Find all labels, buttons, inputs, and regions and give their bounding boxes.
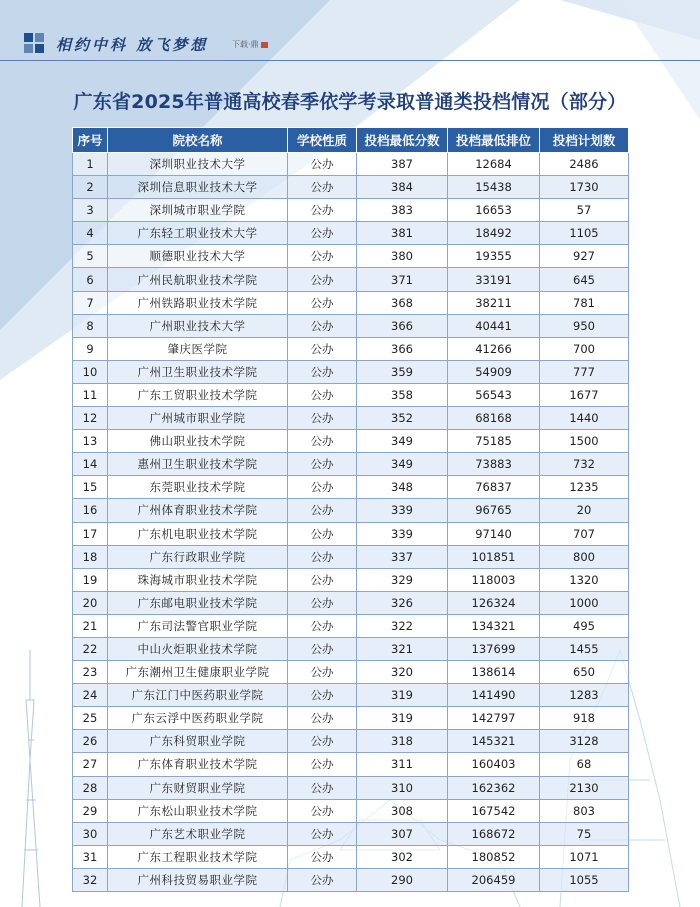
cell-plan-count: 650	[540, 661, 629, 684]
cell-plan-count: 1320	[540, 568, 629, 591]
cell-index: 28	[73, 776, 108, 799]
cell-school-type: 公办	[288, 268, 357, 291]
cell-min-rank: 126324	[448, 591, 540, 614]
cell-min-rank: 101851	[448, 545, 540, 568]
cell-school-type: 公办	[288, 453, 357, 476]
cell-school-name: 广东江门中医药职业学院	[108, 684, 288, 707]
cell-school-name: 广东工贸职业技术学院	[108, 383, 288, 406]
column-header-index: 序号	[73, 128, 108, 153]
cell-school-name: 广州体育职业技术学院	[108, 499, 288, 522]
cell-index: 21	[73, 614, 108, 637]
cell-school-type: 公办	[288, 591, 357, 614]
cell-school-name: 广州科技贸易职业学院	[108, 868, 288, 891]
table-row	[73, 545, 629, 568]
cell-min-rank: 96765	[448, 499, 540, 522]
table-row	[73, 499, 629, 522]
table-row	[73, 845, 629, 868]
cell-min-rank: 12684	[448, 153, 540, 176]
cell-plan-count: 800	[540, 545, 629, 568]
cell-min-score: 318	[357, 730, 448, 753]
cell-plan-count: 2486	[540, 153, 629, 176]
cell-school-type: 公办	[288, 568, 357, 591]
table-row	[73, 799, 629, 822]
cell-plan-count: 645	[540, 268, 629, 291]
cell-school-name: 东莞职业技术学院	[108, 476, 288, 499]
cell-school-type: 公办	[288, 337, 357, 360]
cell-index: 22	[73, 637, 108, 660]
cell-school-type: 公办	[288, 799, 357, 822]
cell-plan-count: 495	[540, 614, 629, 637]
cell-index: 24	[73, 684, 108, 707]
cell-school-name: 广东财贸职业学院	[108, 776, 288, 799]
cell-min-rank: 41266	[448, 337, 540, 360]
cell-min-rank: 33191	[448, 268, 540, 291]
cell-school-name: 广东体育职业技术学院	[108, 753, 288, 776]
cell-index: 18	[73, 545, 108, 568]
cell-min-rank: 168672	[448, 822, 540, 845]
cell-school-name: 广东工程职业技术学院	[108, 845, 288, 868]
cell-index: 31	[73, 845, 108, 868]
cell-min-score: 381	[357, 222, 448, 245]
cell-index: 8	[73, 314, 108, 337]
cell-min-rank: 97140	[448, 522, 540, 545]
cell-index: 19	[73, 568, 108, 591]
cell-min-rank: 76837	[448, 476, 540, 499]
cell-plan-count: 2130	[540, 776, 629, 799]
cell-min-score: 290	[357, 868, 448, 891]
cell-min-score: 320	[357, 661, 448, 684]
cell-plan-count: 3128	[540, 730, 629, 753]
cell-school-name: 广东云浮中医药职业学院	[108, 707, 288, 730]
cell-index: 32	[73, 868, 108, 891]
cell-plan-count: 68	[540, 753, 629, 776]
cell-min-score: 311	[357, 753, 448, 776]
column-header-type: 学校性质	[288, 128, 357, 153]
cell-min-score: 308	[357, 799, 448, 822]
table-row	[73, 383, 629, 406]
tower-sketch	[22, 650, 40, 907]
cell-min-rank: 118003	[448, 568, 540, 591]
table-row	[73, 568, 629, 591]
cell-index: 1	[73, 153, 108, 176]
table-row	[73, 730, 629, 753]
column-header-plan: 投档计划数	[540, 128, 629, 153]
header-bar	[0, 30, 700, 64]
cell-min-rank: 167542	[448, 799, 540, 822]
cell-plan-count: 1000	[540, 591, 629, 614]
cell-school-name: 深圳城市职业学院	[108, 199, 288, 222]
cell-school-type: 公办	[288, 176, 357, 199]
table-row	[73, 199, 629, 222]
stamp-text: 下载·鼎	[232, 40, 259, 49]
table-row	[73, 707, 629, 730]
cell-school-type: 公办	[288, 222, 357, 245]
cell-school-name: 广州卫生职业技术学院	[108, 360, 288, 383]
table-row	[73, 591, 629, 614]
cell-school-name: 广东轻工职业技术大学	[108, 222, 288, 245]
cell-school-name: 中山火炬职业技术学院	[108, 637, 288, 660]
table-row	[73, 407, 629, 430]
cell-index: 14	[73, 453, 108, 476]
cell-school-name: 广东松山职业技术学院	[108, 799, 288, 822]
cell-school-type: 公办	[288, 684, 357, 707]
cell-index: 6	[73, 268, 108, 291]
cell-school-type: 公办	[288, 614, 357, 637]
cell-min-rank: 142797	[448, 707, 540, 730]
cell-plan-count: 1455	[540, 637, 629, 660]
table-row	[73, 291, 629, 314]
cell-plan-count: 950	[540, 314, 629, 337]
cell-plan-count: 1730	[540, 176, 629, 199]
table-row	[73, 176, 629, 199]
cell-index: 30	[73, 822, 108, 845]
cell-index: 23	[73, 661, 108, 684]
cell-school-name: 惠州卫生职业技术学院	[108, 453, 288, 476]
table-row	[73, 868, 629, 891]
cell-min-score: 380	[357, 245, 448, 268]
cell-school-name: 深圳信息职业技术大学	[108, 176, 288, 199]
cell-min-rank: 38211	[448, 291, 540, 314]
cell-min-rank: 75185	[448, 430, 540, 453]
cell-min-rank: 40441	[448, 314, 540, 337]
cell-min-rank: 68168	[448, 407, 540, 430]
cell-min-score: 387	[357, 153, 448, 176]
cell-min-rank: 73883	[448, 453, 540, 476]
cell-plan-count: 1105	[540, 222, 629, 245]
cell-min-rank: 137699	[448, 637, 540, 660]
cell-school-name: 广州铁路职业技术学院	[108, 291, 288, 314]
cell-index: 4	[73, 222, 108, 245]
cell-min-rank: 160403	[448, 753, 540, 776]
slogan: 相约中科 放飞梦想	[56, 36, 209, 54]
cell-index: 17	[73, 522, 108, 545]
cell-school-type: 公办	[288, 407, 357, 430]
cell-plan-count: 1440	[540, 407, 629, 430]
cell-school-type: 公办	[288, 153, 357, 176]
table-row	[73, 661, 629, 684]
cell-school-type: 公办	[288, 776, 357, 799]
table-row	[73, 476, 629, 499]
cell-school-name: 肇庆医学院	[108, 337, 288, 360]
cell-plan-count: 1235	[540, 476, 629, 499]
table-row	[73, 314, 629, 337]
cell-school-type: 公办	[288, 730, 357, 753]
cell-min-score: 321	[357, 637, 448, 660]
table-row	[73, 430, 629, 453]
cell-min-rank: 162362	[448, 776, 540, 799]
page-title: 广东省2025年普通高校春季依学考录取普通类投档情况（部分）	[73, 91, 627, 113]
column-header-min-rank: 投档最低排位	[448, 128, 540, 153]
cell-school-type: 公办	[288, 637, 357, 660]
stamp	[232, 39, 268, 50]
header-divider	[0, 60, 700, 61]
cell-school-name: 广州职业技术大学	[108, 314, 288, 337]
cell-min-rank: 19355	[448, 245, 540, 268]
cell-school-name: 广东邮电职业技术学院	[108, 591, 288, 614]
cell-min-rank: 134321	[448, 614, 540, 637]
cell-index: 16	[73, 499, 108, 522]
cell-school-name: 珠海城市职业技术学院	[108, 568, 288, 591]
table-row	[73, 822, 629, 845]
cell-min-score: 358	[357, 383, 448, 406]
cell-school-name: 广东艺术职业学院	[108, 822, 288, 845]
cell-min-rank: 138614	[448, 661, 540, 684]
seal-icon	[261, 42, 268, 48]
cell-school-type: 公办	[288, 661, 357, 684]
cell-min-score: 371	[357, 268, 448, 291]
cell-min-score: 359	[357, 360, 448, 383]
cell-min-score: 339	[357, 499, 448, 522]
cell-index: 27	[73, 753, 108, 776]
table-row	[73, 153, 629, 176]
cell-school-type: 公办	[288, 753, 357, 776]
cell-plan-count: 803	[540, 799, 629, 822]
table-row	[73, 522, 629, 545]
cell-school-type: 公办	[288, 545, 357, 568]
cell-min-rank: 145321	[448, 730, 540, 753]
cell-plan-count: 1055	[540, 868, 629, 891]
cell-school-name: 广东行政职业学院	[108, 545, 288, 568]
table-row	[73, 268, 629, 291]
cell-plan-count: 57	[540, 199, 629, 222]
cell-school-type: 公办	[288, 707, 357, 730]
cell-min-rank: 206459	[448, 868, 540, 891]
cell-index: 7	[73, 291, 108, 314]
cell-index: 15	[73, 476, 108, 499]
table-row	[73, 360, 629, 383]
cell-school-type: 公办	[288, 499, 357, 522]
cell-index: 26	[73, 730, 108, 753]
cell-plan-count: 1677	[540, 383, 629, 406]
cell-plan-count: 1071	[540, 845, 629, 868]
cell-min-score: 352	[357, 407, 448, 430]
cell-school-name: 顺德职业技术大学	[108, 245, 288, 268]
cell-min-score: 348	[357, 476, 448, 499]
table-row	[73, 776, 629, 799]
cell-plan-count: 781	[540, 291, 629, 314]
cell-school-type: 公办	[288, 822, 357, 845]
cell-index: 29	[73, 799, 108, 822]
cell-school-type: 公办	[288, 199, 357, 222]
cell-index: 2	[73, 176, 108, 199]
cell-min-score: 319	[357, 707, 448, 730]
cell-plan-count: 1283	[540, 684, 629, 707]
cell-school-type: 公办	[288, 245, 357, 268]
cell-school-name: 广州民航职业技术学院	[108, 268, 288, 291]
logo-icon	[24, 33, 46, 55]
table-row	[73, 453, 629, 476]
cell-index: 3	[73, 199, 108, 222]
cell-school-type: 公办	[288, 522, 357, 545]
cell-min-rank: 15438	[448, 176, 540, 199]
table-row	[73, 684, 629, 707]
cell-school-name: 广东潮州卫生健康职业学院	[108, 661, 288, 684]
cell-index: 10	[73, 360, 108, 383]
cell-school-name: 深圳职业技术大学	[108, 153, 288, 176]
cell-school-type: 公办	[288, 476, 357, 499]
cell-plan-count: 20	[540, 499, 629, 522]
cell-school-type: 公办	[288, 383, 357, 406]
cell-min-score: 384	[357, 176, 448, 199]
column-header-min-score: 投档最低分数	[357, 128, 448, 153]
cell-plan-count: 707	[540, 522, 629, 545]
cell-plan-count: 927	[540, 245, 629, 268]
cell-school-type: 公办	[288, 291, 357, 314]
cell-school-type: 公办	[288, 868, 357, 891]
cell-school-name: 广东机电职业技术学院	[108, 522, 288, 545]
cell-min-score: 326	[357, 591, 448, 614]
table-row	[73, 245, 629, 268]
cell-min-rank: 56543	[448, 383, 540, 406]
column-header-school: 院校名称	[108, 128, 288, 153]
cell-school-name: 广东科贸职业学院	[108, 730, 288, 753]
cell-school-type: 公办	[288, 360, 357, 383]
cell-school-name: 广州城市职业学院	[108, 407, 288, 430]
cell-plan-count: 777	[540, 360, 629, 383]
cell-index: 20	[73, 591, 108, 614]
cell-index: 9	[73, 337, 108, 360]
cell-min-score: 307	[357, 822, 448, 845]
cell-min-rank: 141490	[448, 684, 540, 707]
cell-min-score: 368	[357, 291, 448, 314]
table-body	[73, 153, 629, 892]
cell-index: 11	[73, 383, 108, 406]
cell-school-type: 公办	[288, 845, 357, 868]
cell-index: 13	[73, 430, 108, 453]
cell-plan-count: 1500	[540, 430, 629, 453]
table-row	[73, 753, 629, 776]
cell-min-score: 349	[357, 453, 448, 476]
cell-index: 25	[73, 707, 108, 730]
cell-plan-count: 918	[540, 707, 629, 730]
cell-school-name: 佛山职业技术学院	[108, 430, 288, 453]
cell-min-score: 319	[357, 684, 448, 707]
cell-index: 12	[73, 407, 108, 430]
table-row	[73, 614, 629, 637]
cell-min-score: 337	[357, 545, 448, 568]
cell-min-score: 322	[357, 614, 448, 637]
table-header-row	[73, 128, 629, 153]
table-row	[73, 337, 629, 360]
cell-min-rank: 54909	[448, 360, 540, 383]
cell-min-rank: 180852	[448, 845, 540, 868]
cell-min-score: 349	[357, 430, 448, 453]
cell-min-score: 302	[357, 845, 448, 868]
cell-min-score: 366	[357, 337, 448, 360]
cell-plan-count: 700	[540, 337, 629, 360]
cell-plan-count: 732	[540, 453, 629, 476]
cell-min-score: 310	[357, 776, 448, 799]
table-row	[73, 222, 629, 245]
cell-index: 5	[73, 245, 108, 268]
cell-min-score: 383	[357, 199, 448, 222]
cell-min-rank: 16653	[448, 199, 540, 222]
cell-min-score: 329	[357, 568, 448, 591]
cell-min-score: 339	[357, 522, 448, 545]
table-row	[73, 637, 629, 660]
admission-table	[72, 127, 629, 892]
cell-plan-count: 75	[540, 822, 629, 845]
cell-school-type: 公办	[288, 430, 357, 453]
cell-min-score: 366	[357, 314, 448, 337]
cell-school-name: 广东司法警官职业学院	[108, 614, 288, 637]
cell-school-type: 公办	[288, 314, 357, 337]
cell-min-rank: 18492	[448, 222, 540, 245]
